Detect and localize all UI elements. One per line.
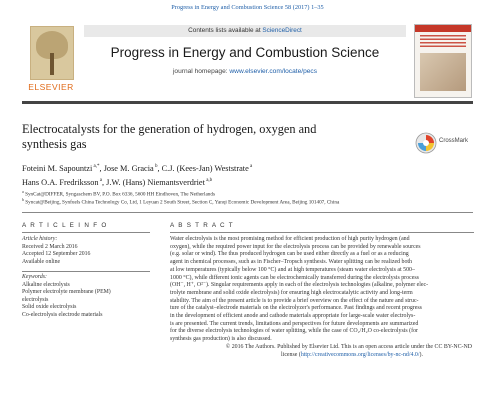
keywords-label: Keywords: — [22, 274, 47, 280]
homepage-prefix: journal homepage: — [172, 68, 230, 75]
author-affiliation-marker: a,* — [92, 164, 100, 169]
journal-homepage — [84, 68, 406, 75]
abstract-line: ture of the catalyst–electrode materials on the electrolyzer's performance. Past findings and recent progress — [170, 305, 422, 312]
crossmark-badge[interactable] — [415, 132, 475, 162]
abstract-line: Water electrolysis is the most promising method for efficient production of high purity hydrogen (and — [170, 236, 410, 242]
author-affiliation-marker: b — [153, 164, 158, 169]
article-title-line-2: synthesis gas — [22, 137, 87, 151]
cover-title-lines — [420, 35, 466, 47]
abstract-line: for the diverse electrolysis technologies of water splitting, while the case of CO₂/H₂O co-electrolysis (for — [170, 328, 419, 335]
author-name[interactable]: Hans O.A. Fredriksson — [22, 177, 99, 187]
contents-prefix: Contents lists available at — [188, 27, 263, 34]
article-title-line-1: Electrocatalysts for the generation of hydrogen, oxygen and — [22, 122, 317, 136]
publisher-logo[interactable] — [22, 22, 80, 98]
abstract-line: in the development of efficient anode and cathode materials appropriate for large-scale water electrolys- — [170, 313, 416, 320]
author-affiliation-marker: a,b — [204, 177, 213, 183]
abstract-line: is are presented. The current trends, limitations and perspectives for future developments are summarized — [170, 320, 419, 327]
author-affiliation-marker: a — [98, 177, 102, 183]
authors-line-2 — [22, 175, 462, 189]
authors-line-1 — [22, 161, 462, 175]
running-head: Progress in Energy and Combustion Science 58 (2017) 1–35 — [171, 4, 324, 11]
abstract-line: agent in chemical processes, such as in Fischer–Tropsch synthesis. Water splitting can be realized both — [170, 259, 412, 266]
author-separator: , — [102, 177, 107, 187]
author-separator: , — [157, 163, 162, 173]
publisher-logo-text: ELSEVIER — [28, 82, 74, 92]
keywords — [22, 274, 150, 320]
license-prefix: license ( — [281, 351, 301, 358]
history-available: Available online — [22, 258, 61, 265]
authors — [22, 161, 462, 189]
abstract-line: (e.g. solar or wind). The thus produced hydrogen can be used either directly as a fuel or as a reducing — [170, 251, 409, 258]
journal-title: Progress in Energy and Combustion Science — [110, 45, 380, 60]
affiliation-text: SynCat@DIFFER, Syngaschem BV, P.O. Box 6336, 5600 HH Eindhoven, The Netherlands — [25, 191, 215, 198]
article-info-rule — [22, 232, 150, 233]
abstract-line: oxygen), while the required power input for the electrolysis process can be provided by renewable sources — [170, 243, 421, 250]
keyword: Solid oxide electrolysis — [22, 304, 77, 311]
cover-image — [420, 53, 466, 91]
affiliation-b — [22, 197, 472, 206]
affiliation-text: Syncat@Beijing, Synfuels China Technology Co, Ltd, 1 Leyuan 2 South Street, Section C, Yanqi Economic Development Area, Beijing 101407, China — [25, 199, 340, 206]
abstract-body — [170, 236, 474, 359]
keyword: Co-electrolysis electrode materials — [22, 311, 103, 318]
author-name[interactable]: J.W. (Hans) Niemantsverdriet — [106, 177, 205, 187]
copyright-line: © 2016 The Authors. Published by Elsevier Ltd. This is an open access article under the CC BY-NC-ND — [225, 343, 472, 350]
keyword: Alkaline electrolysis — [22, 281, 70, 288]
tree-logo-icon — [30, 26, 74, 80]
affiliation-marker: b — [22, 197, 24, 202]
article-history — [22, 236, 150, 266]
keyword: electrolysis — [22, 296, 49, 303]
keyword: Polymer electrolyte membrane (PEM) — [22, 289, 111, 296]
article-title — [22, 122, 402, 152]
abstract-line: (OH⁻, H⁺, O²⁻). Singular requirements apply in each of the electrolysis technologies (alkaline, polymer elec- — [170, 282, 429, 289]
license-suffix: ). — [419, 351, 423, 358]
cover-band — [415, 25, 471, 32]
abstract-line: stability. The aim of the present article is to provide a brief overview on the effect of the nature and struc- — [170, 297, 419, 304]
license-link[interactable]: http://creativecommons.org/licenses/by-nc-nd/4.0/ — [300, 351, 420, 358]
history-accepted: Accepted 12 September 2016 — [22, 251, 91, 258]
history-received: Received 2 March 2016 — [22, 243, 78, 250]
author-separator: , — [99, 163, 104, 173]
journal-header — [84, 22, 406, 98]
contents-bar — [84, 25, 406, 37]
abstract-heading: A B S T R A C T — [170, 222, 234, 229]
abstract-line: synthesis gas production) is also discussed. — [170, 336, 272, 343]
abstract-rule — [170, 232, 474, 233]
author-name[interactable]: C.J. (Kees-Jan) Weststrate — [161, 163, 249, 173]
abstract-line: 1000 °C), while different ionic agents can be electrochemically transferred during the electrolysis process — [170, 274, 419, 281]
history-rule — [22, 271, 150, 272]
license-line — [170, 352, 474, 360]
article-info-heading: A R T I C L E I N F O — [22, 222, 108, 229]
journal-masthead — [22, 22, 473, 98]
crossmark-label: CrossMark — [439, 138, 469, 144]
abstract-line: at low temperatures (typically below 100 °C) and at high temperatures (steam water electrolysis at 500– — [170, 266, 415, 273]
history-label: Article history: — [22, 236, 58, 242]
sciencedirect-link[interactable]: ScienceDirect — [262, 27, 302, 34]
journal-cover-thumbnail[interactable] — [414, 24, 472, 98]
crossmark-icon — [415, 132, 437, 154]
affiliations-rule — [22, 212, 473, 213]
affiliation-marker: a — [22, 189, 24, 194]
abstract-line: trolyte membrane and solid oxide electrolysis) for ensuring high electrocatalytic activity and long-term — [170, 289, 413, 296]
abstract-text — [170, 236, 474, 344]
homepage-link[interactable]: www.elsevier.com/locate/pecs — [229, 68, 318, 75]
author-name[interactable]: Jose M. Gracia — [103, 163, 154, 173]
header-rule — [22, 101, 473, 104]
author-name[interactable]: Foteini M. Sapountzi — [22, 163, 93, 173]
author-affiliation-marker: a — [248, 164, 253, 169]
